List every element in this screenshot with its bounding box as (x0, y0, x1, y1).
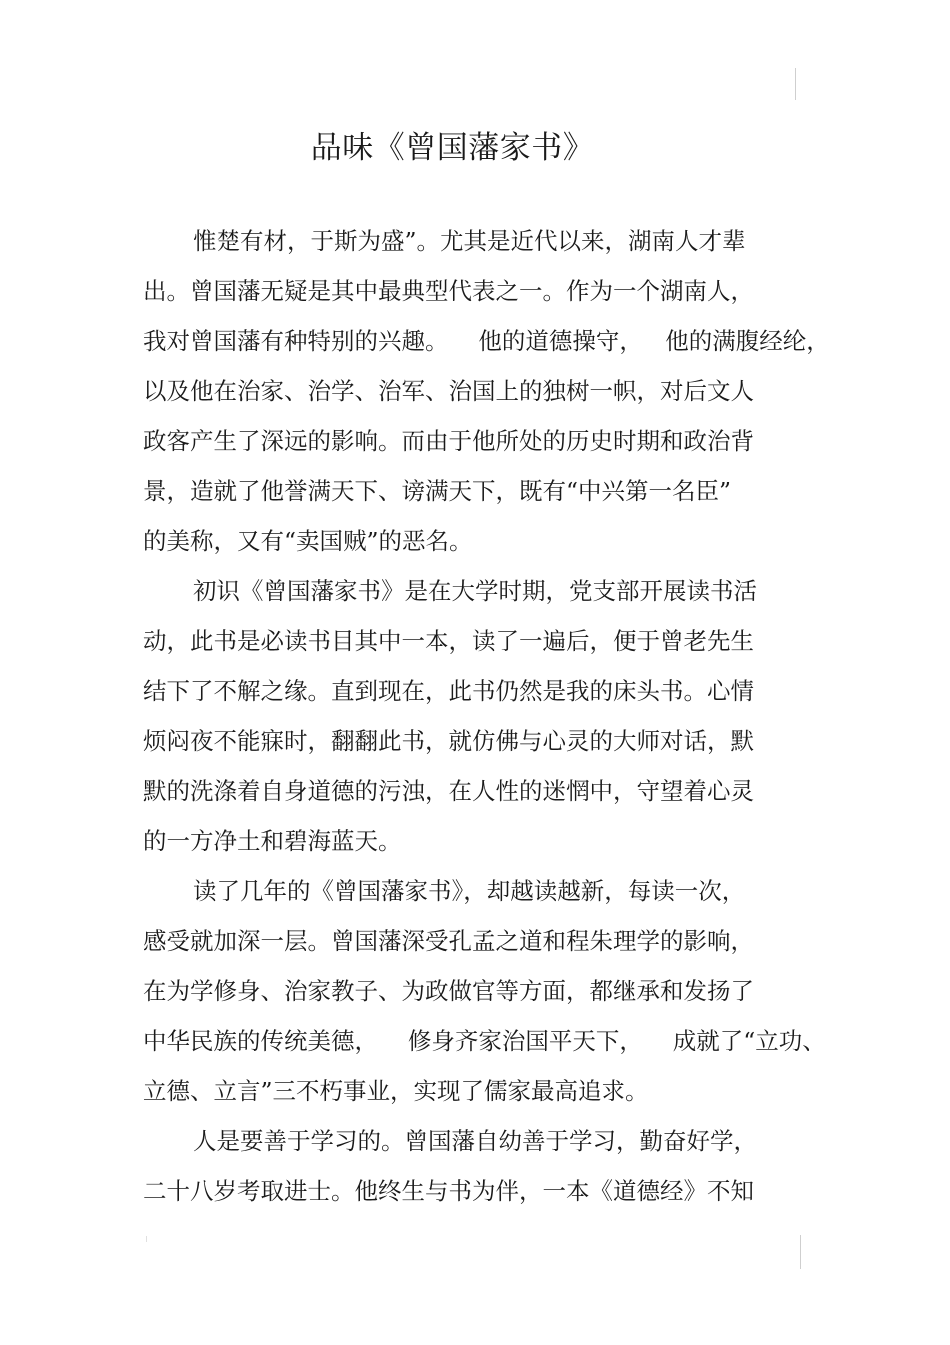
page-corner-mark (795, 68, 796, 100)
paragraph-line: 二十八岁考取进士。他终生与书为伴，一本《道德经》不知 (143, 1177, 754, 1205)
paragraph-line: 中华民族的传统美德， 修身齐家治国平天下， 成就了“立功、 (143, 1027, 826, 1055)
paragraph-line: 读了几年的《曾国藩家书》，却越读越新，每读一次， (193, 877, 746, 905)
paragraph-line: 动，此书是必读书目其中一本，读了一遍后，便于曾老先生 (143, 627, 754, 655)
paragraph-line: 我对曾国藩有种特别的兴趣。 他的道德操守， 他的满腹经纶， (143, 327, 830, 355)
paragraph-line: 默的洗涤着自身道德的污浊，在人性的迷惘中，守望着心灵 (143, 777, 754, 805)
paragraph-line: 人是要善于学习的。曾国藩自幼善于学习，勤奋好学， (193, 1127, 757, 1155)
paragraph-line: 的一方净土和碧海蓝天。 (143, 827, 402, 855)
paragraph-line: 感受就加深一层。曾国藩深受孔孟之道和程朱理学的影响， (143, 927, 754, 955)
paragraph-line: 惟楚有材，于斯为盛”。尤其是近代以来，湖南人才辈 (193, 227, 746, 255)
paragraph-line: 政客产生了深远的影响。而由于他所处的历史时期和政治背 (143, 427, 754, 455)
paragraph-line: 的美称，又有“卖国贼”的恶名。 (143, 527, 473, 555)
paragraph-line: 出。曾国藩无疑是其中最典型代表之一。作为一个湖南人， (143, 277, 754, 305)
paragraph-line: 以及他在治家、治学、治军、治国上的独树一帜，对后文人 (143, 377, 754, 405)
paragraph-line: 结下了不解之缘。直到现在，此书仍然是我的床头书。心情 (143, 677, 754, 705)
page-corner-mark (146, 1236, 147, 1242)
document-title: 品味《曾国藩家书》 (310, 130, 595, 166)
paragraph-line: 烦闷夜不能寐时，翻翻此书，就仿佛与心灵的大师对话，默 (143, 727, 754, 755)
paragraph-line: 在为学修身、治家教子、为政做官等方面，都继承和发扬了 (143, 977, 754, 1005)
page-corner-mark (800, 1235, 801, 1269)
paragraph-line: 立德、立言”三不朽事业，实现了儒家最高追求。 (143, 1077, 649, 1105)
paragraph-line: 初识《曾国藩家书》是在大学时期，党支部开展读书活 (193, 577, 757, 605)
paragraph-line: 景，造就了他誉满天下、谤满天下，既有“中兴第一名臣” (143, 477, 732, 505)
